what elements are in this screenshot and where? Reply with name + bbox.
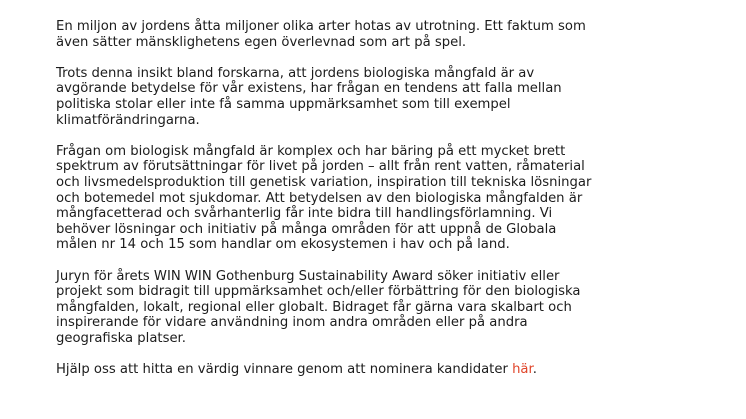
text-line: mångfacetterad och svårhanterlig får inte bidra till handlingsförlamning. Vi — [56, 206, 553, 222]
text-line: mångfalden, lokalt, regional eller globalt. Bidraget får gärna vara skalbart och — [56, 299, 572, 315]
text-line: och botemedel mot sjukdomar. Att betydelsen av den biologiska mångfalden är — [56, 190, 583, 206]
cta-text: Hjälp oss att hitta en värdig vinnare genom att nominera kandidater — [56, 362, 513, 378]
text-line: geografiska platser. — [56, 330, 186, 346]
text-line: klimatförändringarna. — [56, 112, 200, 128]
paragraph-extinction — [56, 19, 686, 50]
text-line: politiska stolar eller inte få samma uppmärksamhet som till exempel — [56, 96, 511, 112]
text-line: Trots denna insikt bland forskarna, att jordens biologiska mångfald är av — [56, 65, 535, 81]
cta-suffix: . — [532, 362, 537, 378]
text-line: även sätter mänsklighetens egen överlevnad som art på spel. — [56, 34, 467, 50]
nominate-link[interactable]: här — [512, 362, 533, 378]
article-body — [56, 19, 686, 393]
paragraph-call-to-action — [56, 362, 686, 378]
text-line: projekt som bidragit till uppmärksamhet och/eller förbättring för den biologiska — [56, 284, 581, 300]
paragraph-jury — [56, 269, 686, 347]
text-line: målen nr 14 och 15 som handlar om ekosystemen i hav och på land. — [56, 237, 510, 253]
text-line: Juryn för årets WIN WIN Gothenburg Sustainability Award söker initiativ eller — [56, 268, 560, 284]
text-line: Frågan om biologisk mångfald är komplex och har bäring på ett mycket brett — [56, 143, 566, 159]
text-line: inspirerande för vidare användning inom andra områden eller på andra — [56, 315, 528, 331]
text-line: avgörande betydelse för vår existens, har frågan en tendens att falla mellan — [56, 81, 562, 97]
text-line: spektrum av förutsättningar för livet på jorden – allt från rent vatten, råmaterial — [56, 159, 585, 175]
paragraph-complexity — [56, 144, 686, 253]
text-line: En miljon av jordens åtta miljoner olika arter hotas av utrotning. Ett faktum som — [56, 19, 586, 34]
text-line: och livsmedelsproduktion till genetisk variation, inspiration till tekniska lösningar — [56, 174, 592, 190]
paragraph-insight — [56, 66, 686, 128]
text-line: behöver lösningar och initiativ på många områden för att uppnå de Globala — [56, 221, 557, 237]
